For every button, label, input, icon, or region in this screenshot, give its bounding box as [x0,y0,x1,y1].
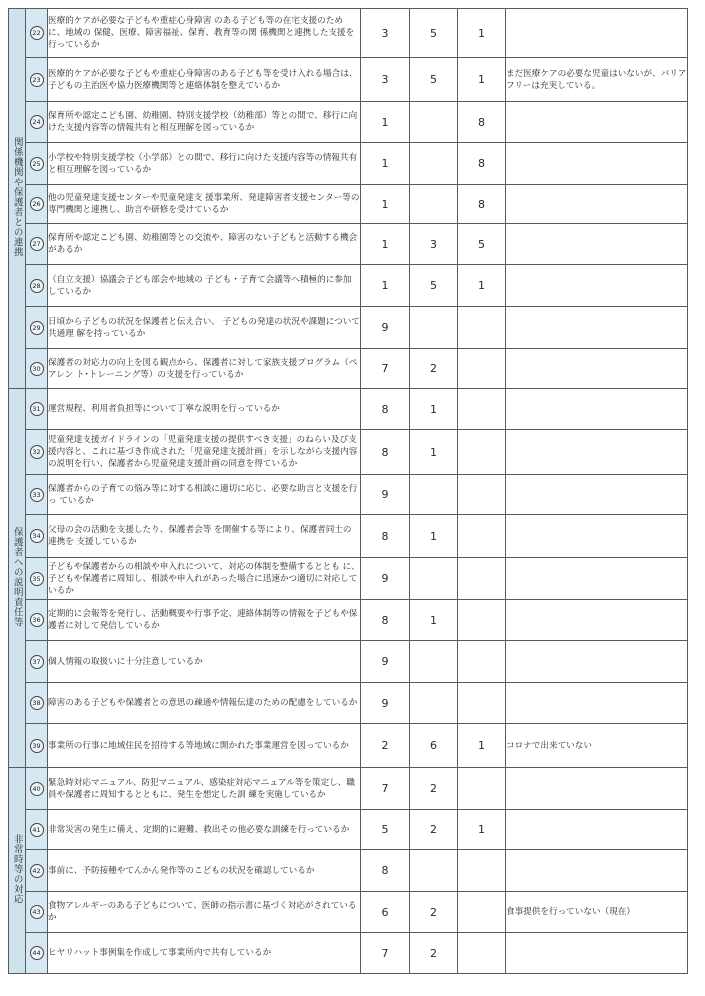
answer-no [458,430,506,475]
category-cell [9,9,26,389]
item-number-cell [26,349,48,389]
category-label: 非常時等の対応 [11,834,23,904]
question-text: 事前に、予防接種やてんかん発作等のこどもの状況を確認しているか [48,850,361,892]
answer-neutral: 2 [410,768,458,810]
answer-no [458,307,506,349]
item-number-cell [26,683,48,724]
question-text: 保育所や認定こども園、幼稚園、特別支援学校（幼稚部）等との間で、移行に向けた支援内容等の情報共有と相互理解を図っているか [48,102,361,143]
item-number-cell [26,515,48,558]
answer-neutral [410,475,458,515]
item-number-cell [26,810,48,850]
answer-neutral: 2 [410,892,458,933]
answer-no [458,641,506,683]
question-text: ヒヤリハット事例集を作成して事業所内で共有しているか [48,933,361,974]
answer-no: 1 [458,58,506,102]
answer-yes: 8 [361,515,410,558]
note-text [506,600,688,641]
table-row [9,850,688,892]
table-row [9,389,688,430]
answer-neutral [410,850,458,892]
item-number: 38 [30,696,44,710]
answer-no [458,475,506,515]
item-number: 27 [30,237,44,251]
answer-yes: 3 [361,9,410,58]
item-number: 28 [30,279,44,293]
note-text [506,430,688,475]
answer-no: 1 [458,810,506,850]
answer-neutral [410,683,458,724]
question-text: （自立支援）協議会子ども部会や地域の 子ども・子育て会議等へ積極的に参加しているか [48,265,361,307]
item-number-cell [26,558,48,600]
note-text [506,349,688,389]
item-number-cell [26,307,48,349]
answer-neutral: 6 [410,724,458,768]
table-row [9,558,688,600]
answer-no [458,600,506,641]
note-text [506,933,688,974]
answer-neutral [410,641,458,683]
answer-neutral [410,558,458,600]
answer-yes: 2 [361,724,410,768]
question-text: 医療的ケアが必要な子どもや重症心身障害 のある子ども等の在宅支援のために、地域の 保健、医療、障害福祉、保育、教育等の関 係機関と連携した支援を行っているか [48,9,361,58]
answer-yes: 5 [361,810,410,850]
question-text: 事業所の行事に地域住民を招待する等地域に開かれた事業運営を図っているか [48,724,361,768]
item-number: 33 [30,488,44,502]
note-text: コロナで出来ていない [506,724,688,768]
item-number-cell [26,102,48,143]
answer-no: 1 [458,724,506,768]
answer-no: 1 [458,9,506,58]
answer-no [458,683,506,724]
table-row [9,265,688,307]
answer-no: 8 [458,102,506,143]
question-text: 保護者からの子育ての悩み等に対する相談に適切に応じ、必要な助言と支援を行っ ているか [48,475,361,515]
item-number-cell [26,475,48,515]
answer-yes: 7 [361,349,410,389]
table-row [9,58,688,102]
answer-no [458,850,506,892]
answer-neutral: 3 [410,224,458,265]
answer-neutral [410,307,458,349]
answer-yes: 8 [361,850,410,892]
answer-yes: 8 [361,430,410,475]
table-row [9,9,688,58]
note-text [506,475,688,515]
evaluation-table [8,8,688,974]
answer-yes: 9 [361,558,410,600]
table-row [9,224,688,265]
question-text: 日頃から子どもの状況を保護者と伝え合い、 子どもの発達の状況や課題について共通理 解を持っているか [48,307,361,349]
answer-yes: 7 [361,933,410,974]
answer-neutral: 1 [410,600,458,641]
item-number: 35 [30,572,44,586]
note-text [506,307,688,349]
item-number: 32 [30,445,44,459]
table-row [9,515,688,558]
item-number-cell [26,389,48,430]
item-number-cell [26,600,48,641]
table-row [9,724,688,768]
item-number: 23 [30,73,44,87]
item-number: 31 [30,402,44,416]
table-row [9,430,688,475]
answer-no: 8 [458,143,506,185]
item-number-cell [26,185,48,224]
answer-neutral: 5 [410,9,458,58]
note-text [506,558,688,600]
category-cell [9,768,26,974]
question-text: 緊急時対応マニュアル、防犯マニュアル、感染症対応マニュアル等を策定し、職員や保護者に周知するとともに、発生を想定した訓 練を実施しているか [48,768,361,810]
answer-no [458,558,506,600]
note-text [506,641,688,683]
question-text: 医療的ケアが必要な子どもや重症心身障害のある子ども等を受け入れる場合は、子どもの主治医や協力医療機関等と連絡体制を整えているか [48,58,361,102]
question-text: 障害のある子どもや保護者との意思の疎通や情報伝達のための配慮をしているか [48,683,361,724]
answer-neutral: 2 [410,933,458,974]
item-number: 25 [30,157,44,171]
answer-no: 5 [458,224,506,265]
answer-neutral: 1 [410,430,458,475]
question-text: 定期的に会報等を発行し、活動概要や行事予定、連絡体制等の情報を子どもや保護者に対して発信しているか [48,600,361,641]
answer-yes: 6 [361,892,410,933]
note-text [506,515,688,558]
table-row [9,683,688,724]
table-row [9,185,688,224]
note-text [506,265,688,307]
category-label: 関係機関や保護者との連携 [11,137,23,257]
table-row [9,933,688,974]
note-text [506,768,688,810]
note-text [506,143,688,185]
question-text: 非常災害の発生に備え、定期的に避難、救出その他必要な訓練を行っているか [48,810,361,850]
answer-neutral [410,102,458,143]
item-number: 43 [30,905,44,919]
item-number: 39 [30,739,44,753]
answer-yes: 9 [361,683,410,724]
item-number-cell [26,265,48,307]
answer-yes: 9 [361,307,410,349]
question-text: 運営規程、利用者負担等について丁寧な説明を行っているか [48,389,361,430]
answer-yes: 1 [361,224,410,265]
item-number-cell [26,892,48,933]
item-number-cell [26,430,48,475]
table-row [9,600,688,641]
answer-neutral: 1 [410,515,458,558]
answer-no: 8 [458,185,506,224]
question-text: 保護者の対応力の向上を図る観点から、保護者に対して家族支援プログラム（ペアレン ト･トレーニング等）の支援を行っているか [48,349,361,389]
answer-neutral: 2 [410,349,458,389]
item-number-cell [26,58,48,102]
answer-no [458,349,506,389]
note-text: 食事提供を行っていない（現在） [506,892,688,933]
item-number-cell [26,850,48,892]
question-text: 子どもや保護者からの相談や申入れについて、対応の体制を整備するととも に、子どもや保護者に周知し、相談や申入れがあった場合に迅速かつ適切に対応しているか [48,558,361,600]
answer-yes: 3 [361,58,410,102]
table-row [9,810,688,850]
note-text [506,850,688,892]
item-number: 40 [30,782,44,796]
note-text: まだ医療ケアの必要な児童はいないが、バリアフリーは充実している。 [506,58,688,102]
answer-yes: 1 [361,143,410,185]
table-row [9,475,688,515]
note-text [506,224,688,265]
item-number-cell [26,9,48,58]
question-text: 他の児童発達支援センターや児童発達支 援事業所、発達障害者支援センター等の専門機関と連携し、助言や研修を受けているか [48,185,361,224]
table-row [9,102,688,143]
item-number: 30 [30,362,44,376]
answer-no [458,933,506,974]
item-number-cell [26,724,48,768]
question-text: 小学校や特別支援学校（小学部）との間で、移行に向けた支援内容等の情報共有と相互理解を図っているか [48,143,361,185]
category-label: 保護者への説明責任等 [11,526,23,627]
item-number: 37 [30,655,44,669]
item-number: 29 [30,321,44,335]
answer-neutral: 1 [410,389,458,430]
note-text [506,810,688,850]
item-number-cell [26,768,48,810]
answer-yes: 1 [361,265,410,307]
answer-no [458,892,506,933]
table-row [9,307,688,349]
question-text: 父母の会の活動を支援したり、保護者会等 を開催する等により、保護者同士の連携を 支援しているか [48,515,361,558]
answer-yes: 7 [361,768,410,810]
question-text: 食物アレルギーのある子どもについて、医師の指示書に基づく対応がされているか [48,892,361,933]
item-number: 22 [30,26,44,40]
answer-no [458,768,506,810]
answer-yes: 1 [361,185,410,224]
answer-no: 1 [458,265,506,307]
item-number: 36 [30,613,44,627]
question-text: 保育所や認定こども園、幼稚園等との交流や、障害のない子どもと活動する機会があるか [48,224,361,265]
answer-yes: 1 [361,102,410,143]
note-text [506,102,688,143]
item-number: 41 [30,823,44,837]
item-number: 34 [30,529,44,543]
note-text [506,185,688,224]
item-number-cell [26,641,48,683]
answer-yes: 9 [361,641,410,683]
table-row [9,641,688,683]
answer-neutral: 5 [410,265,458,307]
item-number: 42 [30,864,44,878]
table-row [9,349,688,389]
answer-no [458,515,506,558]
note-text [506,9,688,58]
table-row [9,143,688,185]
answer-neutral: 2 [410,810,458,850]
answer-yes: 8 [361,600,410,641]
item-number-cell [26,143,48,185]
note-text [506,683,688,724]
answer-neutral [410,185,458,224]
item-number-cell [26,224,48,265]
answer-neutral: 5 [410,58,458,102]
answer-no [458,389,506,430]
item-number: 24 [30,115,44,129]
answer-yes: 9 [361,475,410,515]
question-text: 個人情報の取扱いに十分注意しているか [48,641,361,683]
answer-yes: 8 [361,389,410,430]
note-text [506,389,688,430]
table-row [9,768,688,810]
category-cell [9,389,26,768]
table-row [9,892,688,933]
item-number: 26 [30,197,44,211]
answer-neutral [410,143,458,185]
question-text: 児童発達支援ガイドラインの「児童発達支援の提供すべき支援」のねらい及び支援内容と、これに基づき作成された「児童発達支援計画」を示しながら支援内容の説明を行い、保護者から児童発達支援計画の同意を得ているか [48,430,361,475]
item-number: 44 [30,946,44,960]
item-number-cell [26,933,48,974]
